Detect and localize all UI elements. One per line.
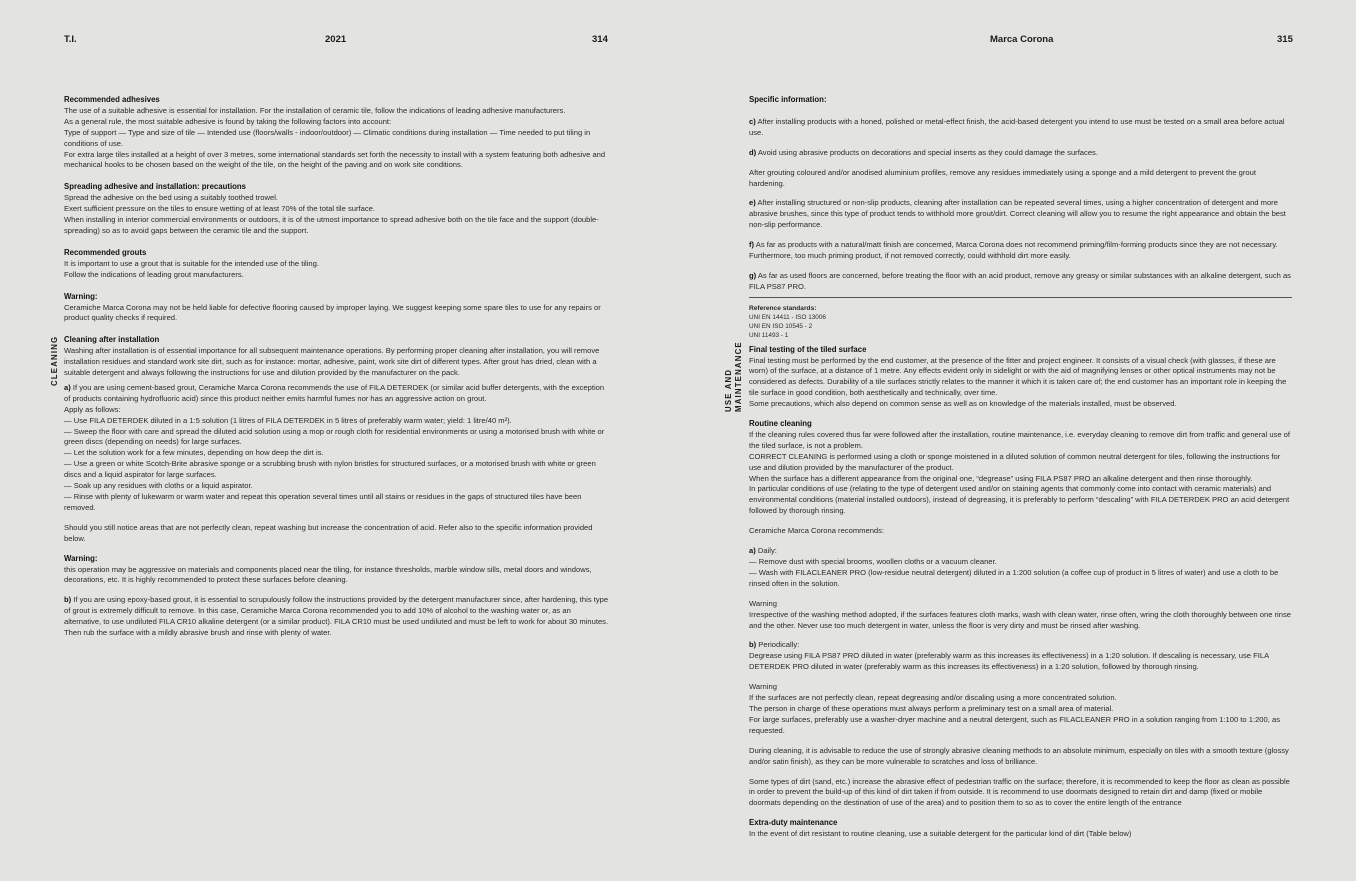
reference-item: UNI EN ISO 10545 - 2 [749,323,813,331]
reference-title: Reference standards: [749,304,817,312]
paragraph: The use of a suitable adhesive is essential for installation. For the installation of ceramic tile, follow the indications of leading adhesive manufacturers. [64,105,566,115]
paragraph: — Remove dust with special brooms, woollen cloths or a vacuum cleaner. [749,557,997,566]
paragraph: Follow the indications of leading grout manufacturers. [64,269,244,279]
left-column [64,95,609,639]
paragraph: — Sweep the floor with care and spread the diluted acid solution using a mop or rough cloth for residential environments or using a motorised brush with white or green discs (depending on needs) for large surfaces. [64,426,605,447]
paragraph: After grouting coloured and/or anodised aluminium profiles, remove any residues immediately using a sponge and a mild detergent to prevent the grout hardening. [749,167,1256,188]
paragraph: Washing after installation is of essential importance for all subsequent maintenance operations. By performing proper cleaning after installation, you will remove installation residues and standard work site dirt, such as for instance: mortar, adhesive, paint, work site dirt of different types. After grout has dried, clean with a suitable detergent and always following the instructions for use and dilution provided by the manufacturer on the pack. [64,346,600,378]
header-brand: Marca Corona [990,34,1054,45]
right-column [749,95,1292,840]
heading-recommended-adhesives: Recommended adhesives [64,95,160,104]
paragraph: In the event of dirt resistant to routine cleaning, use a suitable detergent for the particular kind of dirt (Table below) [749,829,1132,839]
paragraph: For extra large tiles installed at a height of over 3 metres, some international standards set forth the necessity to install with a system featuring both adhesive and mechanical hooks to be chosen based on the weight of the tile, on the height of the paving and on work site conditions. [64,149,606,170]
point-label: g) [749,270,757,280]
point-text: After installing products with a honed, polished or metal-effect finish, the acid-based detergent you intend to use must be tested on a small area before actual use. [749,116,1285,137]
paragraph: For large surfaces, preferably use a washer-dryer machine and a neutral detergent, such as FILACLEANER PRO in a solution ranging from 1:100 to 1:200, as requested. [749,714,1280,735]
point-text: Avoid using abrasive products on decorations and special inserts as they could damage the surfaces. [756,147,1098,157]
reference-item: UNI EN 14411 - ISO 13006 [749,313,826,321]
point-label: f) [749,240,755,250]
paragraph: In particular conditions of use (relating to the type of detergent used and/or on staining agents that commonly come into contact with ceramic materials) and environmental conditions (material installed outdoors), instead of degreasing, it is preferably to perform “descaling” with FILA DETERDEK PRO an acid detergent followed by thorough rinsing. [749,484,1290,516]
side-label-line1: USE AND [724,368,733,412]
page-number-left: 314 [592,34,608,45]
heading-cleaning-after-installation: Cleaning after installation [64,335,160,345]
paragraph: If the surfaces are not perfectly clean, repeat degreasing and/or discaling using a more concentrated solution. [749,693,1117,703]
point-label: c) [749,116,756,126]
heading-warning: Warning: [64,553,98,563]
point-text: If you are using epoxy-based grout, it is essential to scrupulously follow the instructions provided by the detergent manufacturer since, after hardening, this type of grout is extremely difficult to remove. In this case, Ceramiche Marca Corona recommended you to add 10% of alcohol to the washing water or, as an alternative, to use undiluted FILA CR10 alkaline detergent (or a similar product). FILA CR10 must be used undiluted and must be left to work for about 30 minutes. Then rub the surface with a mildly abrasive brush and rinse with plenty of water. [64,595,609,638]
point-b [64,595,609,639]
point-text: If you are using cement-based grout, Ceramiche Marca Corona recommends the use of FILA DETERDEK (or similar acid buffer detergents, with the exception of products containing hydrofluoric acid) since this product neither emits harmful fumes nor has an aggressive action on grout. [64,382,605,403]
divider [749,297,1292,298]
paragraph: If the cleaning rules covered thus far were followed after the installation, routine maintenance, i.e. everyday cleaning to remove dirt from traffic and general use of the tiled surface, is not a problem. [749,429,1290,450]
paragraph: The person in charge of these operations must always perform a preliminary test on a small area of material. [749,703,1114,713]
point-text: After installing structured or non-slip products, cleaning after installation can be repeated several times, using a higher concentration of detergent and more abrasive brushes, since this type of product tends to withhold more grout/dirt. Correct cleaning will allow you to resume the right appearance and obtain the best non-slip performance. [749,198,1286,230]
heading-spreading-adhesive: Spreading adhesive and installation: precautions [64,182,246,192]
point-f [749,240,1292,262]
point-text: Periodically: [756,640,800,650]
reference-item: UNI 11493 - 1 [749,332,789,340]
point-text: Daily: [755,546,777,556]
warning-label: Warning [749,598,777,608]
point-g [749,271,1292,293]
paragraph: — Use a green or white Scotch-Brite abrasive sponge or a scrubbing brush with nylon bristles for structured surfaces, or a motorised brush with white or green discs and a liquid aspirator for large surfaces. [64,459,596,480]
paragraph: Some types of dirt (sand, etc.) increase the abrasive effect of pedestrian traffic on the surface; therefore, it is recommended to keep the floor as clean as possible in order to prevent the build-up of this kind of dirt taken if from outside. It is recommend to use doormats designed to retain dirt and damp (fixed or mobile doormats depending on the destination of use of the area) and to position them to so as to cover the entire length of the entrance [749,776,1290,808]
point-label: e) [749,198,756,208]
point-daily [749,546,1292,557]
paragraph: — Soak up any residues with cloths or a liquid aspirator. [64,481,253,491]
page-number-right: 315 [1277,34,1293,45]
paragraph: Apply as follows: [64,404,121,414]
paragraph: — Let the solution work for a few minutes, depending on how deep the dirt is. [64,448,324,458]
point-label: b) [749,640,757,650]
point-label: a) [64,382,71,392]
reference-standards [749,304,1292,341]
point-c [749,117,1292,139]
paragraph: Some precautions, which also depend on common sense as well as on knowledge of the materials installed, must be observed. [749,399,1177,409]
paragraph: During cleaning, it is advisable to reduce the use of strongly abrasive cleaning methods to an absolute minimum, especially on tiles with a smooth texture (glossy and/or satin finish), as they can be more vulnerable to scratches and loss of brilliance. [749,745,1289,766]
point-periodically [749,640,1292,651]
side-label-cleaning: CLEANING [50,335,59,386]
point-e [749,198,1292,231]
paragraph: Type of support — Type and size of tile — Intended use (floors/walls - indoor/outdoor) — Climatic conditions during installation — Time needed to put tiling in conditions of use. [64,127,591,148]
paragraph: — Wash with FILACLEANER PRO (low-residue neutral detergent) diluted in a 1:200 solution (a coffee cup of product in 5 litres of water) and use a cloth to be rinsed often in the solution. [749,567,1279,588]
paragraph: Exert sufficient pressure on the tiles to ensure wetting of at least 70% of the total tile surface. [64,204,375,214]
paragraph: Ceramiche Marca Corona may not be held liable for defective flooring caused by improper laying. We suggest keeping some spare tiles to use for any repairs or product quality checks if required. [64,302,601,323]
heading-final-testing: Final testing of the tiled surface [749,344,867,354]
point-a [64,383,609,405]
point-text: As far as products with a natural/matt finish are concerned, Marca Corona does not recommend priming/film-forming products since they are not necessary. Furthermore, too much priming product, if not removed correctly, could withhold dirt more easily. [749,240,1278,261]
heading-recommended-grouts: Recommended grouts [64,247,147,257]
header-ti: T.I. [64,34,77,45]
point-label: b) [64,595,72,605]
warning-label: Warning [749,682,777,692]
heading-routine-cleaning: Routine cleaning [749,419,812,429]
paragraph: CORRECT CLEANING is performed using a cloth or sponge moistened in a diluted solution of common neutral detergent for tiles, following the instructions for use and dilution provided by the manufacturer of the product. [749,451,1281,472]
side-label-line2: MAINTENANCE [733,341,743,412]
paragraph: When the surface has a different appearance from the original one, “degrease” using FILA PS87 PRO an alkaline detergent and then rinse thoroughly. [749,473,1253,483]
paragraph: Irrespective of the washing method adopted, if the surfaces features cloth marks, wash with clean water, rinse often, wring the cloth thoroughly between one rinse and the other. Never use too much detergent in water, unless the floor is very dirty and must be rinsed after washing. [749,609,1291,630]
heading-warning: Warning: [64,291,98,301]
point-label: d) [749,147,757,157]
header-year: 2021 [325,34,347,45]
heading-extra-duty-maintenance: Extra-duty maintenance [749,818,838,828]
paragraph: Ceramiche Marca Corona recommends: [749,526,885,536]
point-text: As far as used floors are concerned, before treating the floor with an acid product, remove any greasy or similar substances with an alkaline detergent, such as FILA PS87 PRO. [749,270,1291,291]
paragraph: As a general rule, the most suitable adhesive is found by taking the following factors into account: [64,116,392,126]
heading-specific-information: Specific information: [749,95,827,104]
side-label-use-maintenance [724,341,743,412]
paragraph: Should you still notice areas that are not perfectly clean, repeat washing but increase the concentration of acid. Refer also to the specific information provided below. [64,522,593,543]
paragraph: Spread the adhesive on the bed using a suitably toothed trowel. [64,193,279,203]
paragraph: It is important to use a grout that is suitable for the intended use of the tiling. [64,258,319,268]
paragraph: Degrease using FILA PS87 PRO diluted in water (preferably warm as this increases its effectiveness) in a 1:20 solution. If descaling is necessary, use FILA DETERDEK PRO diluted in water (preferably warm as this increases its effectiveness) in a 1:20 solution, followed by thorough rinsing. [749,651,1269,672]
paragraph: this operation may be aggressive on materials and components placed near the tiling, for instance thresholds, marble window sills, metal doors and windows, decorations, etc. It is highly recommended to protect these surfaces before cleaning. [64,564,592,585]
paragraph: When installing in interior commercial environments or outdoors, it is of the utmost importance to spread adhesive both on the tile face and the support (double-spreading) so as to avoid gaps between the ceramic tile and the support. [64,215,599,235]
paragraph: — Rinse with plenty of lukewarm or warm water and repeat this operation several times until all stains or residues in the gaps of structured tiles have been removed. [64,492,582,512]
paragraph: — Use FILA DETERDEK diluted in a 1:5 solution (1 litres of FILA DETERDEK in 5 litres of preferably warm water; yield: 1 litre/40 m²). [64,415,512,425]
point-label: a) [749,546,756,556]
paragraph: Final testing must be performed by the end customer, at the presence of the fitter and project engineer. It consists of a visual check (with glasses, if these are worn) of the surface, at a distance of 1 metre. Any effects evident only in sidelight or with the aid of magnifying lenses or other optical instruments may not be considered as defects. Durability of a tile surfaces strictly relates to the manner it which it is taken care of; the end customer has an important role in keeping the tile surface in good condition, both aesthetically and technically, over time. [749,355,1287,398]
point-d [749,148,1292,159]
